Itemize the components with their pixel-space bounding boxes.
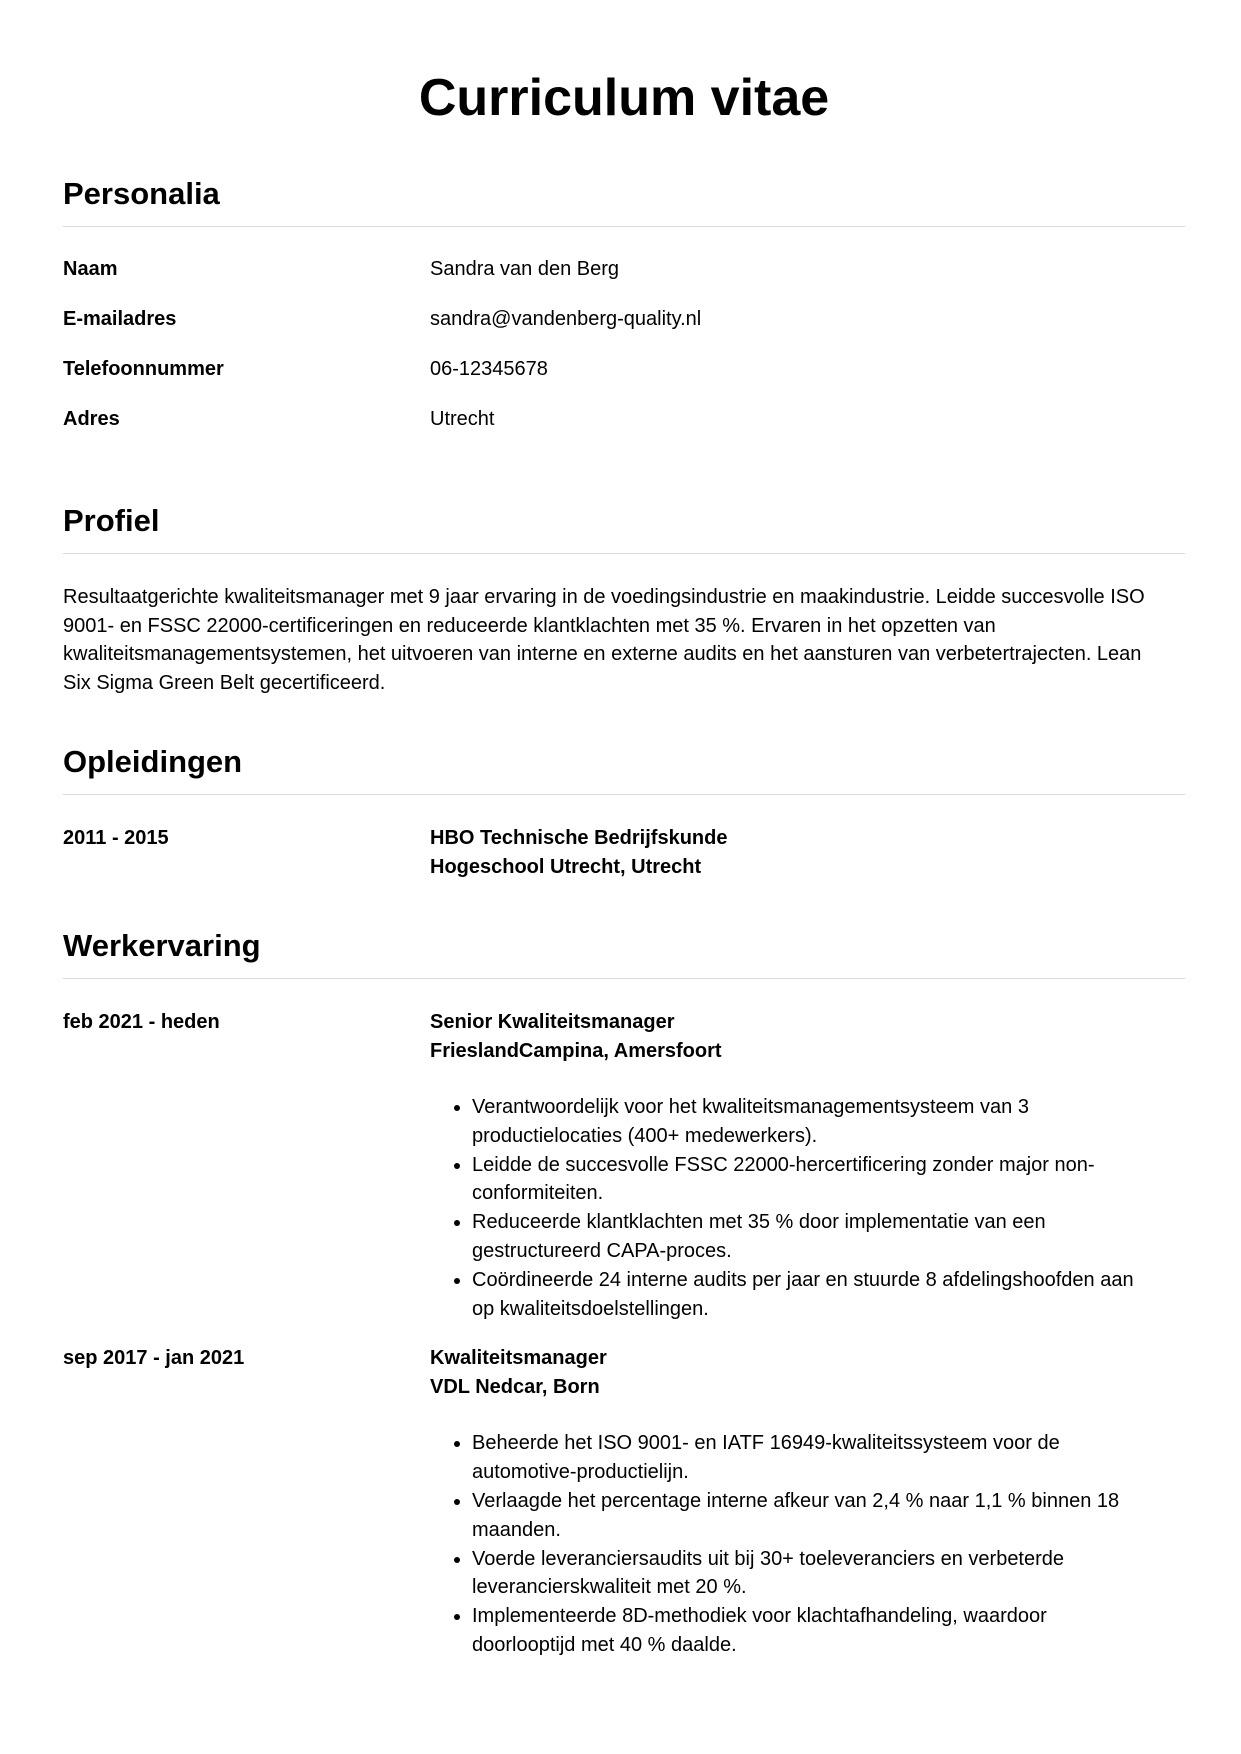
personalia-rows	[63, 255, 1185, 455]
work-period: sep 2017 - jan 2021	[63, 1347, 245, 1370]
work-bullet: • Leidde de succesvolle FSSC 22000-hercertificering zonder major non-conformiteiten.	[472, 1151, 1152, 1209]
work-bullet: • Verlaagde het percentage interne afkeur van 2,4 % naar 1,1 % binnen 18 maanden.	[472, 1487, 1152, 1545]
section-heading-werkervaring: Werkervaring	[63, 928, 261, 963]
section-divider	[63, 978, 1185, 979]
work-bullet: • Coördineerde 24 interne audits per jaar en stuurde 8 afdelingshoofden aan op kwaliteitsdoelstellingen.	[472, 1266, 1152, 1324]
work-title: Kwaliteitsmanager	[430, 1347, 607, 1370]
document-title: Curriculum vitae	[418, 69, 830, 127]
work-company: FrieslandCampina, Amersfoort	[430, 1040, 722, 1062]
work-company: VDL Nedcar, Born	[430, 1376, 600, 1399]
section-divider	[63, 226, 1185, 227]
work-entry	[63, 1008, 1185, 1323]
work-bullet: • Beheerde het ISO 9001- en IATF 16949-kwaliteitssysteem voor de automotive-productielijn.	[472, 1429, 1152, 1487]
work-details	[430, 1008, 1185, 1323]
section-divider	[63, 794, 1185, 795]
work-bullet: • Reduceerde klantklachten met 35 % door implementatie van een gestructureerd CAPA-proces.	[472, 1208, 1152, 1266]
work-bullet: • Verantwoordelijk voor het kwaliteitsmanagementsysteem van 3 productielocaties (400+ medewerkers).	[472, 1093, 1152, 1151]
work-title: Senior Kwaliteitsmanager	[430, 1011, 675, 1033]
personalia-label: E-mailadres	[63, 308, 177, 330]
personalia-value: 06-12345678	[430, 358, 548, 380]
personalia-row-adres	[63, 405, 1185, 455]
work-bullets	[430, 1429, 1152, 1659]
personalia-row-email	[63, 305, 1185, 355]
section-profiel	[63, 502, 1185, 697]
section-heading-personalia: Personalia	[63, 176, 220, 211]
section-divider	[63, 553, 1185, 554]
section-personalia	[63, 175, 1185, 455]
work-details	[430, 1344, 1185, 1659]
profile-text: Resultaatgerichte kwaliteitsmanager met 9 jaar ervaring in de voedingsindustrie en maakindustrie. Leidde succesvolle ISO 9001- en FSSC 22000-certificeringen en reduceerde klantklachten met 35 %. Ervaren in het opzetten van kwaliteitsmanagementsystemen, het uitvoeren van interne en externe audits en het aansturen van verbetertrajecten. Lean Six Sigma Green Belt gecertificeerd.	[63, 586, 1145, 694]
education-entry	[63, 824, 1185, 882]
personalia-row-naam	[63, 255, 1185, 305]
work-bullets	[430, 1093, 1152, 1323]
section-opleidingen	[63, 743, 1185, 882]
personalia-value: Utrecht	[430, 408, 495, 430]
work-bullet: • Voerde leveranciersaudits uit bij 30+ toeleveranciers en verbeterde leverancierskwaliteit met 20 %.	[472, 1545, 1152, 1603]
personalia-label: Adres	[63, 408, 120, 430]
personalia-row-telefoon	[63, 355, 1185, 405]
personalia-label: Naam	[63, 258, 118, 280]
education-institution: Hogeschool Utrecht, Utrecht	[430, 856, 702, 878]
section-werkervaring	[63, 927, 1185, 1660]
personalia-value: Sandra van den Berg	[430, 258, 620, 280]
personalia-value: sandra@vandenberg-quality.nl	[430, 308, 702, 330]
education-details	[430, 824, 1185, 882]
work-bullet: • Implementeerde 8D-methodiek voor klachtafhandeling, waardoor doorlooptijd met 40 % daalde.	[472, 1602, 1152, 1660]
work-entry	[63, 1344, 1185, 1659]
personalia-label: Telefoonnummer	[63, 358, 224, 380]
section-heading-profiel: Profiel	[63, 503, 160, 538]
section-heading-opleidingen: Opleidingen	[63, 744, 243, 779]
education-title: HBO Technische Bedrijfskunde	[430, 827, 728, 849]
work-period: feb 2021 - heden	[63, 1011, 220, 1033]
education-period: 2011 - 2015	[63, 827, 169, 849]
